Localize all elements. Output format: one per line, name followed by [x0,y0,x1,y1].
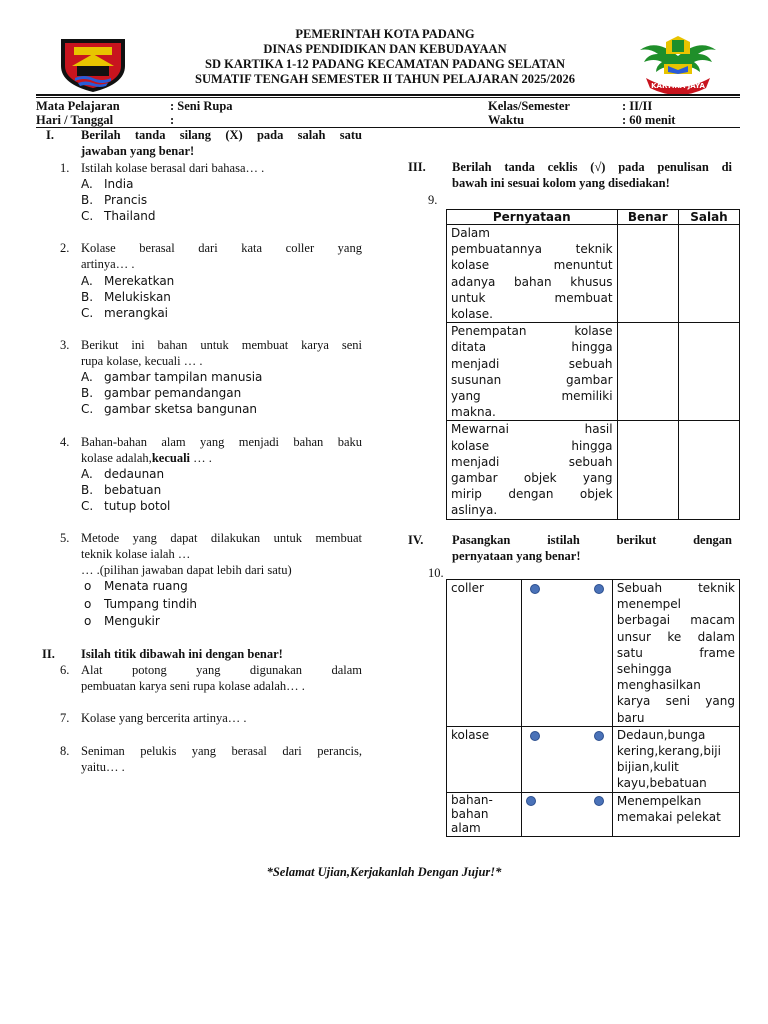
statement-line: Dalam [451,226,490,240]
statement-line: menjadi sebuah [451,356,613,371]
section-2-title: Isilah titik dibawah ini dengan benar! [81,647,283,661]
match-statement [612,580,739,727]
question-2-text-line-1: Kolase berasal dari kata coller yang [81,241,362,255]
header-line-2: DINAS PENDIDIKAN DAN KEBUDAYAAN [263,42,507,56]
statement-line: adanya bahan khusus [451,274,613,289]
match-connector-cell [521,580,612,727]
salah-check-cell[interactable] [678,421,739,519]
option-letter: B. [81,483,94,497]
waktu-label: Waktu [488,113,525,127]
connector-dot-left[interactable] [530,584,540,594]
header-line-4: SUMATIF TENGAH SEMESTER II TAHUN PELAJARAN 2025/2026 [195,72,575,86]
question-5-text-line-3: … .(pilihan jawaban dapat lebih dari satu) [81,563,292,577]
section-2-number: II. [42,647,55,661]
section-3-title-line-1: Berilah tanda ceklis (√) pada penulisan di [452,160,732,174]
match-term [447,792,522,836]
statement-line: pembuatannya teknik [451,242,613,257]
question-6-text-line-2: pembuatan karya seni rupa kolase adalah… . [81,679,305,693]
header-benar: Benar [617,210,678,225]
salah-check-cell[interactable] [678,323,739,421]
question-4-text-line-2 [81,450,212,466]
salah-check-cell[interactable] [678,225,739,323]
section-4-number: IV. [408,533,424,547]
match-row [447,726,740,792]
match-line: sehingga [616,662,672,677]
option-text: India [104,177,134,191]
match-statement [612,726,739,792]
statement-line: kolase hingga [451,438,613,453]
option-text: Tumpang tindih [104,597,198,611]
match-line: Menempelkan [616,793,702,808]
question-5-text-line-2: teknik kolase ialah … [81,547,191,561]
statement-line: kolase menuntut [451,258,613,273]
option-text: Mengukir [104,614,160,628]
section-1-title-line-2: jawaban yang benar! [81,144,195,158]
match-line: satu frame [616,645,735,660]
option-letter: B. [81,193,94,207]
option-text: Menata ruang [104,579,188,593]
question-7-text: Kolase yang bercerita artinya… . [81,711,247,725]
question-9-number: 9. [428,193,438,207]
question-4-text-a: kolase adalah, [81,451,152,465]
kelas-value: : II/II [622,99,653,113]
question-6-text-line-1: Alat potong yang digunakan dalam [81,663,362,677]
question-2-number: 2. [60,241,70,255]
header-line-3: SD KARTIKA 1-12 PADANG KECAMATAN PADANG SELATAN [205,57,565,71]
table-row [447,225,740,323]
option-text: dedaunan [104,467,165,481]
statement-cell [447,225,618,323]
match-term: coller [447,580,522,727]
benar-check-cell[interactable] [617,421,678,519]
kartika-jaya-logo [636,34,720,96]
statement-cell [447,421,618,519]
connector-dot-left[interactable] [526,796,536,806]
waktu-value: : 60 menit [622,113,676,127]
statement-line: untuk membuat [451,290,613,305]
question-8-text-line-2: yaitu… . [81,760,125,774]
section-3-title-line-2: bawah ini sesuai kolom yang disediakan! [452,176,670,190]
option-text: tutup botol [104,499,171,513]
section-1-title-line-1: Berilah tanda silang (X) pada salah satu [81,128,362,142]
connector-dot-left[interactable] [530,731,540,741]
match-line: bijian,kulit [616,760,679,775]
question-6-number: 6. [60,663,70,677]
statement-line: aslinya. [451,503,498,518]
bullet: o [84,614,92,628]
question-3-text-line-2: rupa kolase, kecuali … . [81,354,203,368]
bullet: o [84,579,92,593]
question-7-number: 7. [60,711,70,725]
header-salah: Salah [678,210,739,225]
footer-message: *Selamat Ujian,Kerjakanlah Dengan Jujur!* [266,865,502,879]
match-term-text: bahan-bahan alam [451,792,493,835]
statement-line: mirip dengan objek [451,487,613,502]
match-line: berbagai macam [616,613,735,628]
option-text: Merekatkan [104,274,175,288]
option-text: Melukiskan [104,290,171,304]
question-1-number: 1. [60,161,70,175]
question-4-text-line-1: Bahan-bahan alam yang menjadi bahan baku [81,435,362,449]
match-line: kering,kerang,biji [616,744,721,759]
section-1-number: I. [46,128,54,142]
match-line: menempel [616,597,682,612]
statement-line: makna. [451,405,496,420]
match-line: memakai pelekat [616,809,721,824]
question-1-text: Istilah kolase berasal dari bahasa… . [81,161,265,175]
question-8-text-line-1: Seniman pelukis yang berasal dari perancis, [81,744,362,758]
option-letter: C. [81,209,94,223]
checklist-table [446,209,740,520]
matching-table [446,579,740,837]
mapel-value: : Seni Rupa [170,99,233,113]
statement-line: Mewarnai hasil [451,422,613,437]
match-connector-cell [521,726,612,792]
question-5-number: 5. [60,531,70,545]
option-text: Thailand [104,209,156,223]
question-4-kecuali: kecuali [151,451,191,465]
option-letter: A. [81,274,93,288]
bullet: o [84,597,92,611]
section-4-title-line-1: Pasangkan istilah berikut dengan [452,533,732,547]
option-text: Prancis [104,193,148,207]
hari-value: : [170,113,175,127]
option-letter: A. [81,467,93,481]
padang-city-logo [58,36,128,94]
option-letter: B. [81,386,94,400]
section-4-title-line-2: pernyataan yang benar! [452,549,581,563]
option-letter: C. [81,499,94,513]
statement-line: menjadi sebuah [451,454,613,469]
table-row [447,421,740,519]
question-5-text-line-1: Metode yang dapat dilakukan untuk membuat [81,531,362,545]
logo-text: KARTIKA JAYA [651,82,705,90]
match-term: kolase [447,726,522,792]
match-line: unsur ke dalam [616,629,735,644]
kelas-label: Kelas/Semester [488,99,570,113]
match-line: baru [616,710,645,725]
match-line: Sebuah teknik [616,581,735,595]
statement-cell [447,323,618,421]
match-line: kayu,bebatuan [616,776,707,791]
section-3-number: III. [408,160,426,174]
statement-line: kolase. [451,307,493,322]
match-statement [612,792,739,836]
match-line: menghasilkan [616,678,701,693]
match-row [447,792,740,836]
hari-label: Hari / Tanggal [36,113,114,127]
connector-dot-right[interactable] [594,796,604,806]
option-letter: A. [81,177,93,191]
match-line: Dedaun,bunga [616,727,706,742]
header-line-1: PEMERINTAH KOTA PADANG [295,27,475,41]
statement-line: ditata hingga [451,340,613,355]
option-letter: B. [81,290,94,304]
match-connector-cell [521,792,612,836]
option-letter: C. [81,402,94,416]
question-3-text-line-1: Berikut ini bahan untuk membuat karya seni [81,338,362,352]
question-2-text-line-2: artinya… . [81,257,135,271]
connector-dot-right[interactable] [594,584,604,594]
statement-line: susunan gambar [451,372,613,387]
option-text: gambar sketsa bangunan [104,402,258,416]
connector-dot-right[interactable] [594,731,604,741]
question-4-number: 4. [60,435,70,449]
benar-check-cell[interactable] [617,225,678,323]
statement-line: gambar objek yang [451,471,613,486]
table-header-row [447,210,740,225]
question-8-number: 8. [60,744,70,758]
question-10-number: 10. [428,566,444,580]
statement-line: yang memiliki [451,389,613,404]
header-pernyataan: Pernyataan [447,210,618,225]
option-letter: C. [81,306,94,320]
option-text: merangkai [104,306,169,320]
benar-check-cell[interactable] [617,323,678,421]
table-row [447,323,740,421]
question-4-text-c: … . [190,451,212,465]
match-line: karya seni yang [616,694,735,709]
header-rule-thin [36,97,740,98]
mapel-label: Mata Pelajaran [36,99,120,113]
match-row [447,580,740,727]
option-text: bebatuan [104,483,162,497]
option-letter: A. [81,370,93,384]
statement-line: Penempatan kolase [451,324,613,339]
question-3-number: 3. [60,338,70,352]
header-rule-thick [36,94,740,96]
option-text: gambar tampilan manusia [104,370,263,384]
option-text: gambar pemandangan [104,386,242,400]
